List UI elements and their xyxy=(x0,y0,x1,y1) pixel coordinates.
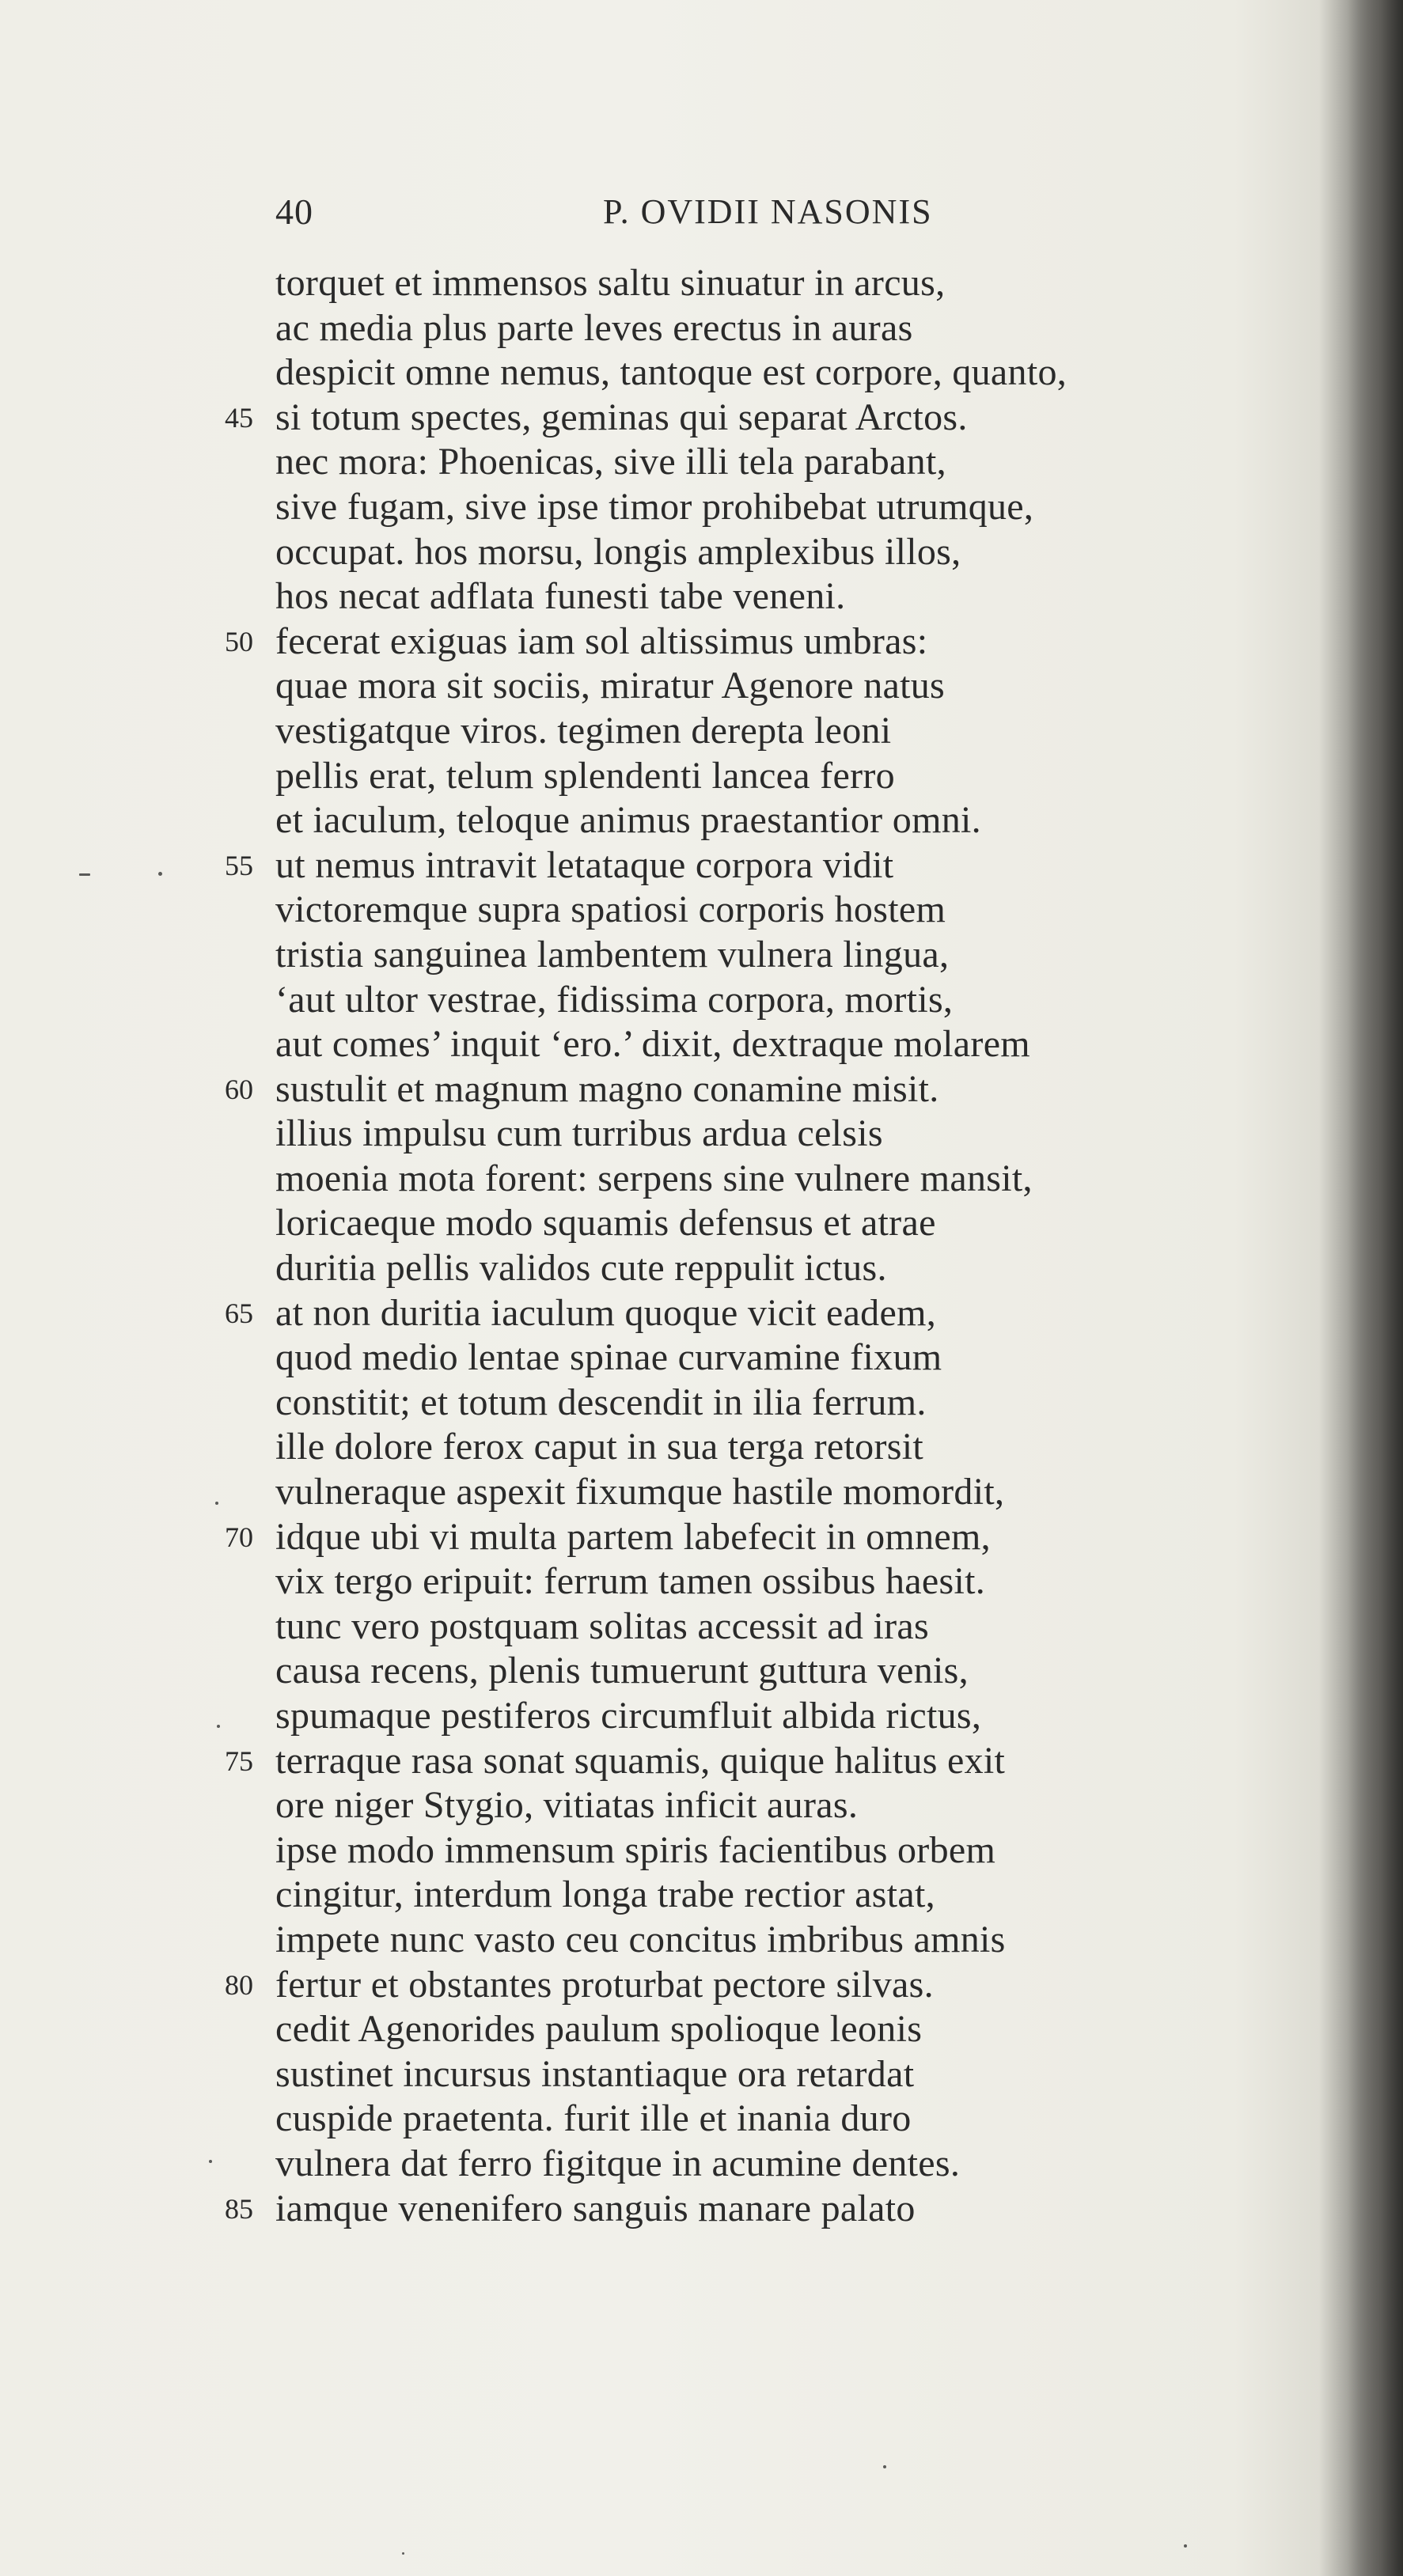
verse-text: sustulit et magnum magno conamine misit. xyxy=(275,1067,939,1110)
verse-line xyxy=(0,2097,1403,2142)
verse-text: fertur et obstantes proturbat pectore silvas. xyxy=(275,1963,934,2006)
line-number: 45 xyxy=(225,401,253,434)
verse-text: loricaeque modo squamis defensus et atrae xyxy=(275,1202,936,1244)
verse-line xyxy=(0,1291,1403,1336)
verse-line xyxy=(0,843,1403,888)
line-number: 65 xyxy=(225,1297,253,1329)
line-number: 80 xyxy=(225,1968,253,2001)
verse-text: occupat. hos morsu, longis amplexibus illos, xyxy=(275,530,961,573)
verse-line xyxy=(0,2007,1403,2052)
verse-text: despicit omne nemus, tantoque est corpore, quanto, xyxy=(275,351,1067,394)
verse-text: iamque venenifero sanguis manare palato xyxy=(275,2187,916,2229)
verse-line xyxy=(0,1873,1403,1918)
verse-line xyxy=(0,1067,1403,1112)
verse-text: ore niger Stygio, vitiatas inficit auras. xyxy=(275,1784,859,1827)
verse-text: causa recens, plenis tumuerunt guttura venis, xyxy=(275,1650,969,1692)
verse-line xyxy=(0,1559,1403,1604)
verse-text: ille dolore ferox caput in sua terga retorsit xyxy=(275,1426,923,1468)
verse-text: ac media plus parte leves erectus in auras xyxy=(275,306,913,349)
verse-line xyxy=(0,1335,1403,1381)
verse-line xyxy=(0,1425,1403,1470)
verse-text: terraque rasa sonat squamis, quique halitus exit xyxy=(275,1739,1006,1782)
verse-text: nec mora: Phoenicas, sive illi tela parabant, xyxy=(275,441,946,483)
verse-line xyxy=(0,664,1403,709)
paper-speck xyxy=(1184,2544,1187,2548)
paper-speck xyxy=(217,1725,220,1728)
verse-text: torquet et immensos saltu sinuatur in arcus, xyxy=(275,262,946,304)
verse-text: tunc vero postquam solitas accessit ad iras xyxy=(275,1604,930,1647)
verse-line xyxy=(0,1201,1403,1246)
line-number: 55 xyxy=(225,849,253,881)
verse-line xyxy=(0,1381,1403,1426)
verse-text: cedit Agenorides paulum spolioque leonis xyxy=(275,2008,923,2051)
verse-text: ut nemus intravit letataque corpora vidit xyxy=(275,843,894,886)
verse-text: vix tergo eripuit: ferrum tamen ossibus haesit. xyxy=(275,1560,986,1603)
verse-text: fecerat exiguas iam sol altissimus umbras: xyxy=(275,619,928,662)
verse-line xyxy=(0,1963,1403,2008)
verse-text: sustinet incursus instantiaque ora retardat xyxy=(275,2052,915,2095)
verse-text: spumaque pestiferos circumfluit albida rictus, xyxy=(275,1695,982,1737)
verse-line xyxy=(0,1246,1403,1291)
verse-text: constitit; et totum descendit in ilia ferrum. xyxy=(275,1381,927,1423)
verse-line xyxy=(0,1649,1403,1694)
paper-speck xyxy=(883,2465,886,2468)
verse-line xyxy=(0,978,1403,1023)
running-head: P. OVIDII NASONIS xyxy=(603,192,933,231)
verse-text: sive fugam, sive ipse timor prohibebat utrumque, xyxy=(275,485,1034,528)
verse-line xyxy=(0,2142,1403,2187)
verse-line xyxy=(0,2187,1403,2232)
paper-speck xyxy=(402,2552,404,2555)
verse-text: ipse modo immensum spiris facientibus orbem xyxy=(275,1828,996,1871)
paper-speck xyxy=(209,2160,212,2163)
verse-line xyxy=(0,2052,1403,2097)
verse-text: pellis erat, telum splendenti lancea ferro xyxy=(275,754,895,797)
verse-text: impete nunc vasto ceu concitus imbribus amnis xyxy=(275,1918,1006,1960)
verse-line xyxy=(0,1918,1403,1963)
verse-line xyxy=(0,396,1403,441)
verse-line xyxy=(0,1112,1403,1157)
verse-line xyxy=(0,888,1403,933)
verse-line xyxy=(0,1157,1403,1202)
verse-text: ‘aut ultor vestrae, fidissima corpora, mortis, xyxy=(275,978,954,1021)
line-number: 70 xyxy=(225,1521,253,1553)
verse-line xyxy=(0,1515,1403,1560)
verse-line xyxy=(0,530,1403,575)
verse-text: at non duritia iaculum quoque vicit eadem, xyxy=(275,1291,937,1334)
verse-text: vestigatque viros. tegimen derepta leoni xyxy=(275,709,892,752)
verse-text: aut comes’ inquit ‘ero.’ dixit, dextraque molarem xyxy=(275,1023,1030,1066)
verse-text: et iaculum, teloque animus praestantior omni. xyxy=(275,799,981,842)
verse-line xyxy=(0,619,1403,665)
verse-line xyxy=(0,754,1403,799)
verse-text: victoremque supra spatiosi corporis hostem xyxy=(275,888,946,931)
verse-text: vulneraque aspexit fixumque hastile momordit, xyxy=(275,1471,1005,1513)
verse-text: tristia sanguinea lambentem vulnera lingua, xyxy=(275,933,950,975)
verse-text: quae mora sit sociis, miratur Agenore natus xyxy=(275,665,946,707)
verse-line xyxy=(0,485,1403,530)
page-number: 40 xyxy=(275,191,313,232)
paper-speck xyxy=(215,1502,218,1505)
verse-text: cuspide praetenta. furit ille et inania duro xyxy=(275,2097,912,2140)
verse-line xyxy=(0,709,1403,754)
verse-line xyxy=(0,1783,1403,1828)
verse-text: cingitur, interdum longa trabe rectior astat, xyxy=(275,1873,935,1916)
verse-text: moenia mota forent: serpens sine vulnere mansit, xyxy=(275,1157,1033,1199)
verse-text: illius impulsu cum turribus ardua celsis xyxy=(275,1112,883,1155)
paper-speck xyxy=(158,872,162,876)
verse-line xyxy=(0,350,1403,396)
verse-text: duritia pellis validos cute reppulit ictus. xyxy=(275,1247,887,1290)
verse-text: hos necat adflata funesti tabe veneni. xyxy=(275,575,846,618)
verse-line xyxy=(0,1022,1403,1067)
verse-text: idque ubi vi multa partem labefecit in omnem, xyxy=(275,1515,991,1558)
paper-speck xyxy=(79,873,90,876)
verse-line xyxy=(0,798,1403,843)
verse-line xyxy=(0,440,1403,485)
verse-text: quod medio lentae spinae curvamine fixum xyxy=(275,1336,942,1379)
page-header xyxy=(0,188,1403,236)
verse-line xyxy=(0,1828,1403,1873)
verse-line xyxy=(0,261,1403,306)
verse-line xyxy=(0,1739,1403,1784)
line-number: 60 xyxy=(225,1073,253,1105)
verse-line xyxy=(0,574,1403,619)
verse-line xyxy=(0,1470,1403,1515)
line-number: 75 xyxy=(225,1744,253,1777)
verse-text: si totum spectes, geminas qui separat Arctos. xyxy=(275,396,968,438)
verse-text: vulnera dat ferro figitque in acumine dentes. xyxy=(275,2142,961,2184)
verse-block xyxy=(0,261,1403,2231)
line-number: 50 xyxy=(225,625,253,657)
verse-line xyxy=(0,1694,1403,1739)
verse-line xyxy=(0,1604,1403,1650)
line-number: 85 xyxy=(225,2192,253,2225)
verse-line xyxy=(0,306,1403,351)
verse-line xyxy=(0,933,1403,978)
